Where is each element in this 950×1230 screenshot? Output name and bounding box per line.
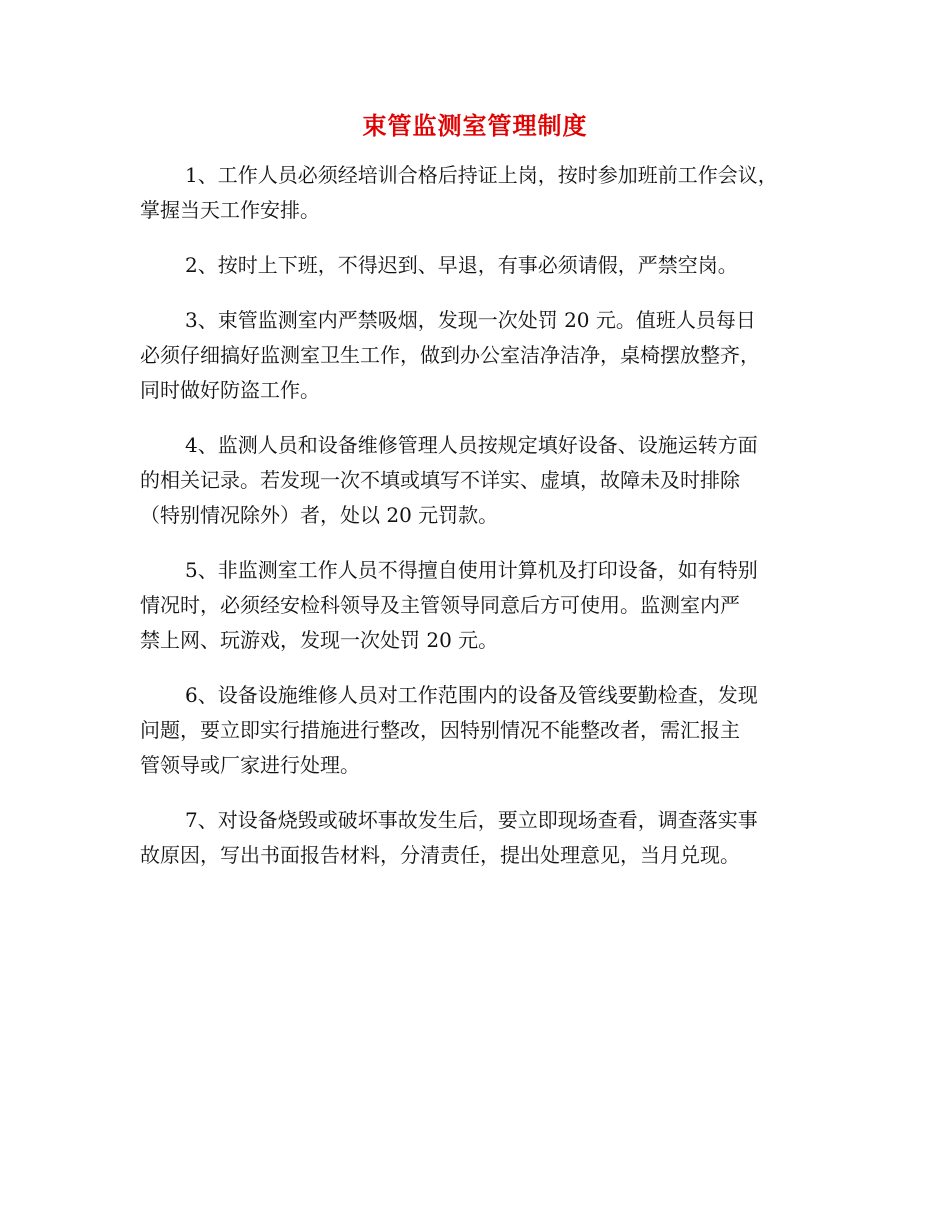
paragraph-line: 掌握当天工作安排。 [140,198,320,222]
paragraph-line: 情况时，必须经安检科领导及主管领导同意后方可使用。监测室内严 [140,593,740,617]
paragraph-line: 5、非监测室工作人员不得擅自使用计算机及打印设备，如有特别 [185,558,758,582]
paragraph-2 [140,248,812,283]
document-title: 束管监测室管理制度 [362,111,588,140]
paragraph-5 [140,553,812,658]
paragraph-line: 6、设备设施维修人员对工作范围内的设备及管线要勤检查，发现 [185,683,758,707]
paragraph-line: 的相关记录。若发现一次不填或填写不详实、虚填，故障未及时排除 [140,468,740,492]
paragraph-line: 4、监测人员和设备维修管理人员按规定填好设备、设施运转方面 [185,433,758,457]
paragraph-line: 故原因，写出书面报告材料，分清责任，提出处理意见，当月兑现。 [140,843,740,867]
paragraph-line: 禁上网、玩游戏，发现一次处罚 20 元。 [140,628,499,652]
paragraph-line: 2、按时上下班，不得迟到、早退，有事必须请假，严禁空岗。 [185,253,738,277]
paragraph-line: 7、对设备烧毁或破坏事故发生后，要立即现场查看，调查落实事 [185,808,758,832]
document-body [140,158,812,893]
paragraph-1 [140,158,812,228]
paragraph-line: 管领导或厂家进行处理。 [140,753,360,777]
paragraph-line: 1、工作人员必须经培训合格后持证上岗，按时参加班前工作会议， [185,163,778,187]
paragraph-line: 同时做好防盗工作。 [140,378,320,402]
paragraph-line: 问题，要立即实行措施进行整改，因特别情况不能整改者，需汇报主 [140,718,740,742]
paragraph-4 [140,428,812,533]
paragraph-line: 3、束管监测室内严禁吸烟，发现一次处罚 20 元。值班人员每日 [185,308,756,332]
paragraph-7 [140,803,812,873]
paragraph-6 [140,678,812,783]
paragraph-line: （特别情况除外）者，处以 20 元罚款。 [140,503,499,527]
paragraph-line: 必须仔细搞好监测室卫生工作，做到办公室洁净洁净，桌椅摆放整齐， [140,343,760,367]
paragraph-3 [140,303,812,408]
